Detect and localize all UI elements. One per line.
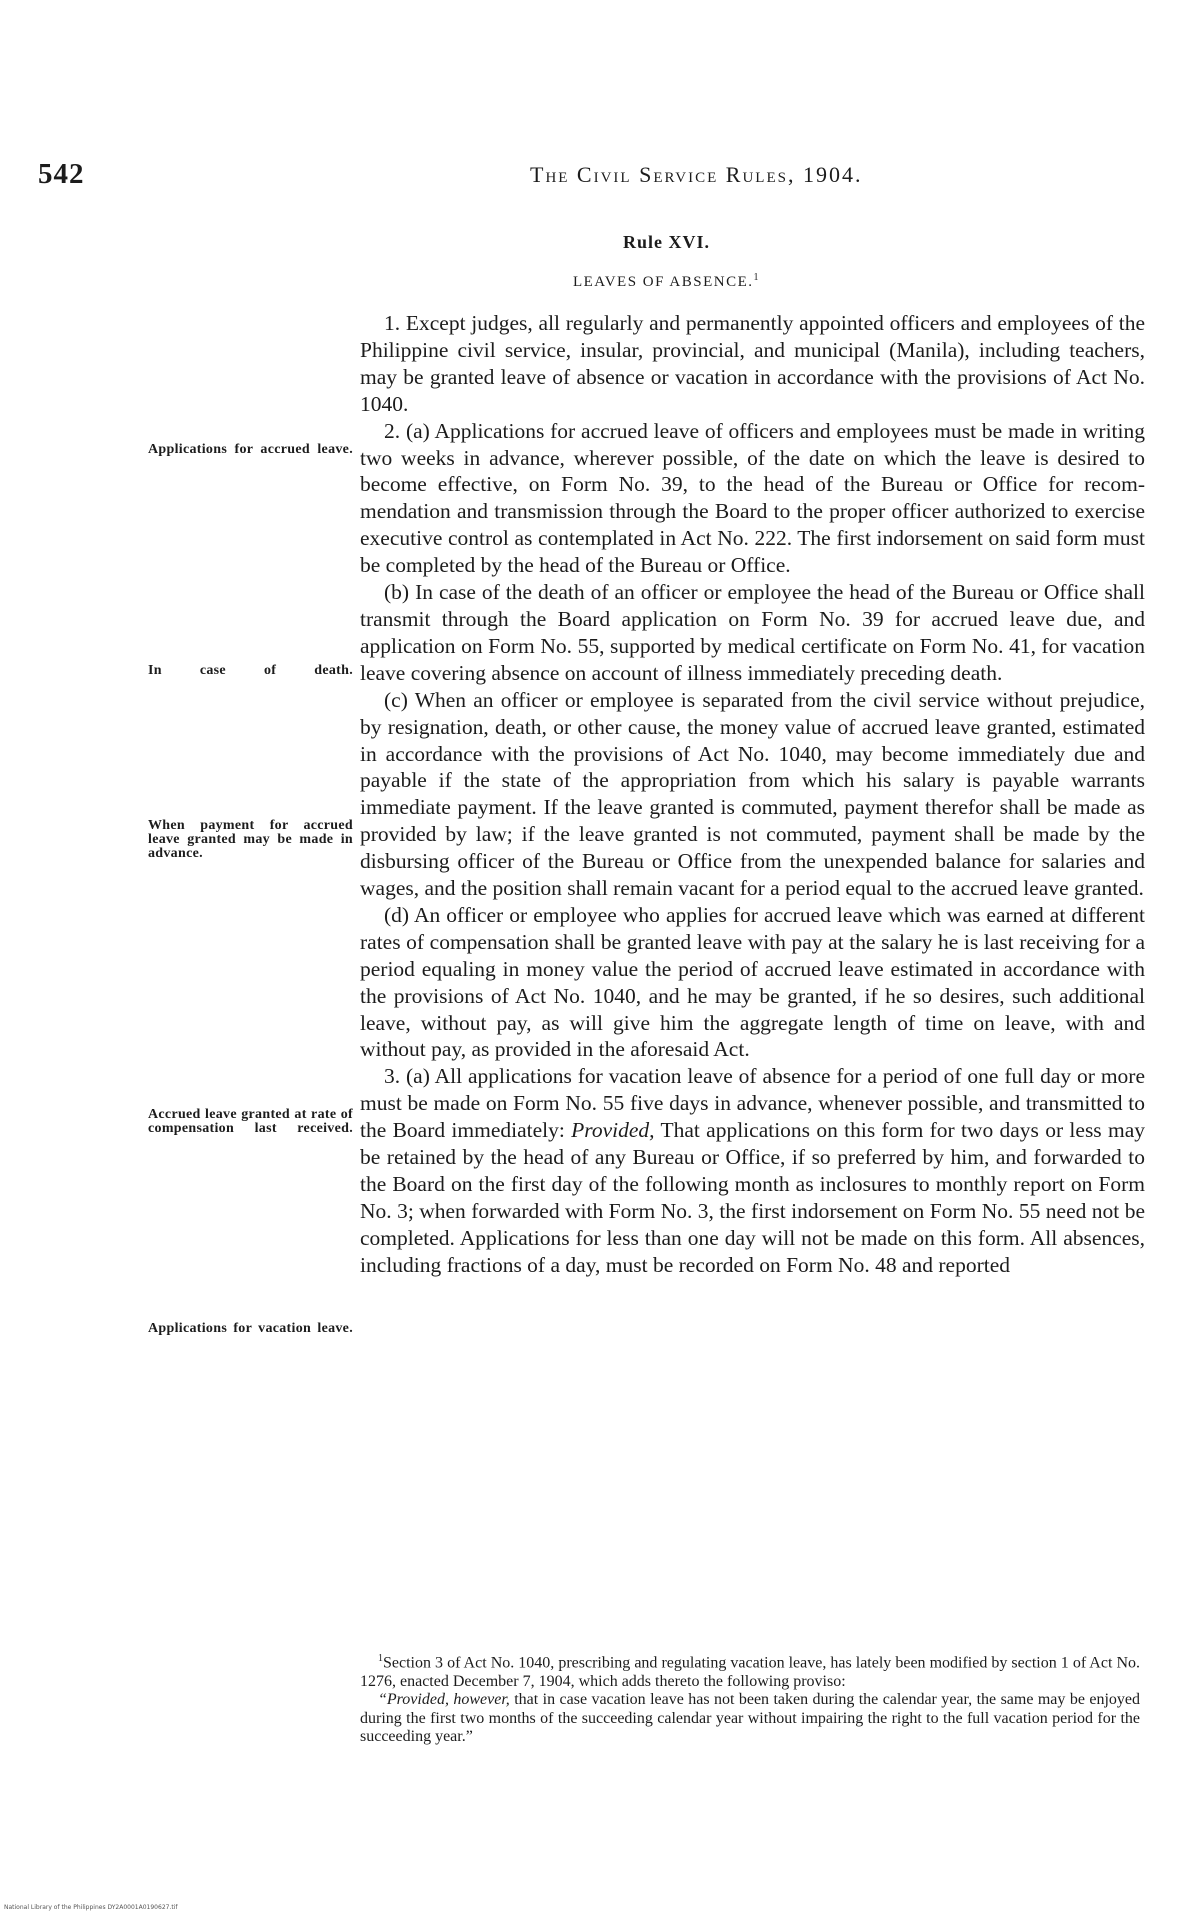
paragraph-2d bbox=[360, 902, 1145, 1063]
paragraph-2c-label: (c) bbox=[384, 687, 408, 712]
rule-subtitle bbox=[0, 272, 1183, 291]
running-head: The Civil Service Rules, 1904. bbox=[530, 162, 863, 187]
rule-subtitle-text: LEAVES OF ABSENCE. bbox=[572, 274, 754, 290]
page-number: 542 bbox=[38, 158, 85, 190]
footnote-proviso-italic: “Provided, however, bbox=[378, 1691, 510, 1709]
side-note-death: In case of death. bbox=[148, 663, 353, 678]
side-note-accrued-leave: Applications for accrued leave. bbox=[148, 442, 353, 457]
footnote-proviso-text: that in case vacation leave has not been taken during the calendar year, the same may be enjoyed during the first two months of the succeeding calendar year without impairing the right to the full vacation period for the succeeding year.” bbox=[360, 1691, 1140, 1746]
paragraph-2c-text: When an officer or employee is separated from the civil service without prejudice, by resignation, death, or other cause, the money value of accrued leave granted, estimated in accordance with the provisions of Act No. 1040, may become immediately due and payable if the state of the appropriation from which his salary is payable warrants immediate payment. If the leave granted is commuted, payment therefor shall be made as provided by law; if the leave granted is not commuted, payment shall be made by the disbursing officer of the Bureau or Office from the unexpended balance for salaries and wages, and the position shall remain vacant for a period equal to the accrued leave granted. bbox=[360, 687, 1145, 901]
rule-title: Rule XVI. bbox=[622, 232, 710, 252]
footnote-1-proviso bbox=[360, 1691, 1140, 1747]
footnote-marker: 1 bbox=[378, 1653, 383, 1664]
paragraph-2b-label: (b) bbox=[384, 580, 410, 605]
side-note-payment-advance: When payment for accrued leave granted may be made in advance. bbox=[148, 818, 353, 861]
paragraph-2a-label: 2. (a) bbox=[384, 418, 430, 443]
rule-body bbox=[360, 310, 1145, 1279]
paragraph-2a bbox=[360, 418, 1145, 579]
paragraph-3a-label: 3. (a) bbox=[384, 1064, 430, 1089]
paragraph-2b bbox=[360, 579, 1145, 687]
paragraph-1: 1. Except judges, all regularly and permanently appointed officers and employees of the Philippine civil service, insular, provincial, and municipal (Manila), including teachers, may be granted leave of absence or vacation in accordance with the provisions of Act No. 1040. bbox=[360, 311, 1145, 416]
paragraph-2b-text: In case of the death of an officer or employee the head of the Bureau or Office shall transmit through the Board application on Form No. 39 for accrued leave due, and application on Form No. 55, supported by medical certificate on Form No. 41, for vacation leave covering absence on account of illness immediately preceding death. bbox=[360, 580, 1146, 685]
side-note-vacation-leave: Applications for vacation leave. bbox=[148, 1321, 353, 1336]
paragraph-2a-text: Applications for accrued leave of officers and employees must be made in writing two weeks in advance, wherever possible, of the date on which the leave is desired to become effective, on Form No. 39, to the head of the Bureau or Office for recommendation and transmission through the Board to the proper officer authorized to exercise executive control as contemplated in Act No. 222. The first indorsement on said form must be completed by the head of the Bureau or Office. bbox=[360, 418, 1145, 578]
footnote-reference[interactable]: 1 bbox=[753, 272, 760, 283]
paragraph-3a-proviso: Provided, bbox=[571, 1118, 655, 1143]
paragraph-3a-text: All applications for vacation leave of absence for a period of one full day or more must be made on Form No. 55 five days in advance, whenever possible, and transmitted to the Board immediately: bbox=[360, 1064, 1145, 1143]
footnotes bbox=[360, 1650, 1140, 1747]
paragraph-2d-text: An officer or employee who applies for accrued leave which was earned at different rates of compensation shall be granted leave with pay at the salary he is last receiving for a period equaling in money value the period of accrued leave estimated in accordance with the provisions of Act No. 1040, and he may be granted, if he so desires, such additional leave, without pay, as will give him the aggregate length of time on leave, with and without pay, as provided in the aforesaid Act. bbox=[360, 902, 1145, 1062]
footnote-1-text: Section 3 of Act No. 1040, prescribing and regulating vacation leave, has lately been modified by section 1 of Act No. 1276, enacted December 7, 1904, which adds thereto the following proviso: bbox=[360, 1654, 1140, 1690]
paragraph-3a bbox=[360, 1063, 1145, 1278]
paragraph-2c bbox=[360, 687, 1145, 902]
paragraph-3a-text-continued: That applications on this form for two days or less may be retained by the head of any Bureau or Office, if so preferred by him, and forwarded to the Board on the first day of the following month as inclosures to monthly report on Form No. 3; when forwarded with Form No. 3, the first indorsement on Form No. 55 need not be completed. Applications for less than one day will not be made on this form. All absences, including fractions of a day, must be recorded on Form No. 48 and reported bbox=[360, 1118, 1145, 1277]
paragraph-2d-label: (d) bbox=[384, 902, 410, 927]
library-stamp: National Library of the Philippines DY2A0001A0190627.tif bbox=[4, 1904, 178, 1911]
side-note-compensation-rate: Accrued leave granted at rate of compensation last received. bbox=[148, 1107, 353, 1136]
footnote-1 bbox=[360, 1650, 1140, 1691]
